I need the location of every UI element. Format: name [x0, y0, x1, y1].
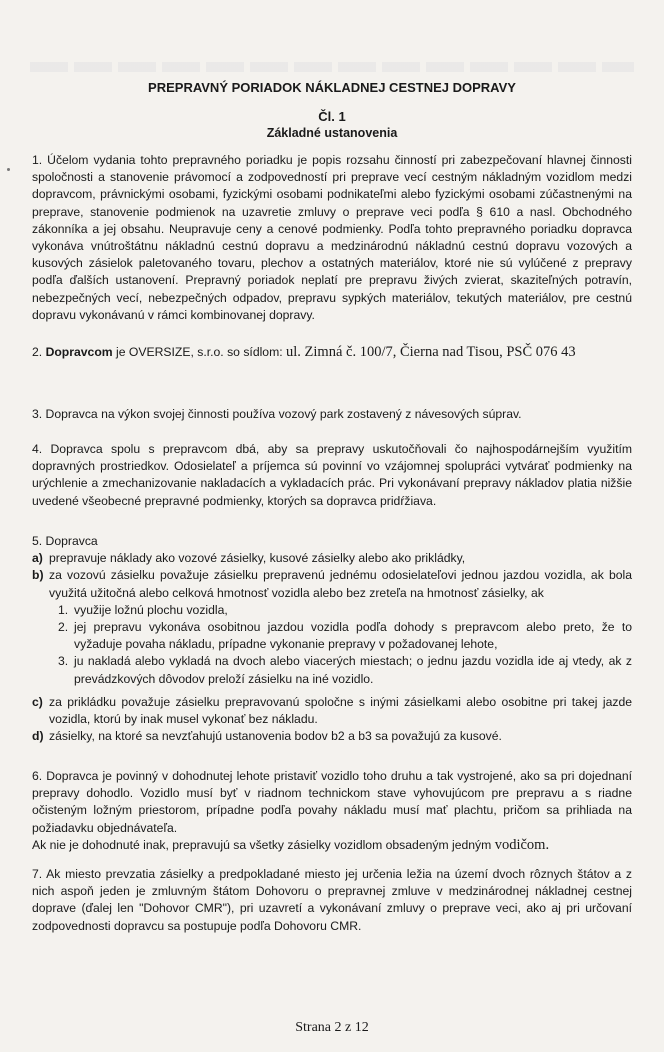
p2-dopravcom: Dopravcom — [45, 345, 113, 359]
document-title: PREPRAVNÝ PORIADOK NÁKLADNEJ CESTNEJ DOPRAVY — [148, 80, 516, 95]
p5-b1-number: 1. — [58, 602, 69, 617]
paragraph-7: 7. Ak miesto prevzatia zásielky a predpokladané miesto jej určenia ležia na území dvoch rôznych štátov a z nich aspoň jeden je zmluvným štátom Dohovoru o prepravnej zmluve v medzinárodnej nákladnej cestnej doprave (ďalej len "Dohovor CMR"), pri uzavretí a vykonávaní zmluvy o preprave veci, ako aj pri určovaní zodpovednosti dopravcu sa postupuje podľa Dohovoru CMR. — [32, 867, 632, 933]
paragraph-2 — [32, 344, 632, 361]
p6-last-text: Ak nie je dohodnuté inak, prepravujú sa všetky zásielky vozidlom obsadeným jedným — [32, 837, 495, 852]
article-title: Základné ustanovenia — [266, 126, 398, 140]
bleed-through — [30, 62, 634, 72]
page-footer: Strana 2 z 12 — [295, 1020, 369, 1035]
p5-item-a — [32, 550, 632, 567]
p6-last-line — [32, 837, 632, 854]
p5-item-b — [32, 567, 632, 601]
article-number: Čl. 1 — [318, 109, 346, 124]
p5-b2-text: jej prepravu vykonáva osobitnou jazdou vozidla podľa dohody s prepravcom alebo preto, že to vyžaduje povaha nákladu, prípadne vykonanie prepravy v požadovanej lehote, — [74, 620, 632, 652]
p5-a-text: prepravuje náklady ako vozové zásielky, kusové zásielky alebo ako prikládky, — [49, 551, 466, 566]
p2-number: 2. — [32, 345, 46, 359]
p5-b1-text: využije ložnú plochu vozidla, — [74, 602, 228, 617]
paragraph-3: 3. Dopravca na výkon svojej činnosti používa vozový park zostavený z návesových súprav. — [32, 407, 522, 421]
p2-address: ul. Zimná č. 100/7, Čierna nad Tisou, PSČ 076 43 — [286, 344, 576, 360]
paragraph-4: 4. Dopravca spolu s prepravcom dbá, aby sa prepravy uskutočňovali čo najhospodárnejším využitím dopravných prostriedkov. Odosielateľ a príjemca sú povinní vo vzájomnej spolupráci vytvárať podmienky na urýchlenie a zmechanizovanie nakladacích a vykladacích prác. Pri vykonávaní prepravy nákladov platia nižšie uvedené všeobecné prepravné podmienky, ktorých sa dopravca pridŕžiava. — [32, 442, 632, 508]
p5-b-label: b) — [32, 568, 44, 583]
p5-b3-number: 3. — [58, 654, 69, 669]
p5-b-sub-1 — [58, 602, 632, 619]
p5-item-c — [32, 694, 632, 728]
p5-d-text: zásielky, na ktoré sa nevzťahujú ustanovenia bodov b2 a b3 sa považujú za kusové. — [49, 729, 502, 744]
p6-vodicom: vodičom. — [494, 836, 550, 853]
p5-item-d — [32, 728, 632, 745]
p5-c-text: za prikládku považuje zásielku prepravovanú spoločne s inými zásielkami alebo osobitne pri takej jazde vozidla, ktorú by inak musel vykonať bez nákladu. — [49, 694, 632, 727]
p5-b-sub-3 — [58, 653, 632, 687]
p5-b3-text: ju nakladá alebo vykladá na dvoch alebo viacerých miestach; o jednu jazdu vozidla ide aj vtedy, ak z prevádzkových dôvodov preloží zásielku na iné vozidlo. — [74, 654, 632, 686]
p5-a-label: a) — [32, 551, 43, 566]
p5-c-label: c) — [32, 694, 43, 709]
p5-d-label: d) — [32, 729, 44, 744]
p2-text: je OVERSIZE, s.r.o. so sídlom: — [112, 345, 287, 359]
p6-text: 6. Dopravca je povinný v dohodnutej lehote pristaviť vozidlo toho druhu a tak vystrojené, ako sa pri dojednaní prepravy dohodlo. Vozidlo musí byť v riadnom technickom stave vyhovujúcom pre prepravu a s riadne očisteným ložným priestorom, prípadne podľa povahy nákladu musí mať plachtu, pričom sa prihliada na požiadavku objednávateľa. — [32, 769, 632, 835]
paragraph-6 — [32, 768, 632, 854]
p5-intro: 5. Dopravca — [32, 534, 98, 548]
paragraph-5 — [32, 533, 632, 745]
p5-b-text: za vozovú zásielku považuje zásielku prepravenú jednému odosielateľovi jednou jazdou vozidla, ak bola využitá užitočná alebo celková hmotnosť vozidla alebo bez zreteľa na hmotnosť zásielky, ak — [49, 568, 632, 600]
p5-b-sub-2 — [58, 619, 632, 653]
scan-speck — [7, 168, 10, 171]
paragraph-1: 1. Účelom vydania tohto prepravného poriadku je popis rozsahu činností pri zabezpečovaní hlavnej činnosti spoločnosti a stanovenie právomocí a zodpovedností pri preprave vecí cestným nákladným vozidlom medzi dopravcom, právnickými osobami, fyzickými osobami podnikateľmi alebo fyzickými osobami zúčastnenými na preprave, stanovenie podmienok na uzavretie zmluvy o preprave veci podľa § 610 a nasl. Obchodného zákonníka a jej obsahu. Neupravuje ceny a cenové podmienky. Podľa tohto prepravného poriadku dopravca vykonáva vnútroštátnu nákladnú cestnú dopravu a medzinárodnú nákladnú cestnú dopravu vozových a kusových zásielok paletovaného tovaru, plechov a ostatných materiálov, ktoré nie sú vylúčené z prepravy podľa ďalších ustanovení. Prepravný poriadok neplatí pre prepravu živých zvierat, skaziteľných potravín, nebezpečných vecí, nebezpečných odpadov, prepravu sypkých materiálov, tekutých materiálov, pre cestnú dopravu vykonávanú v rámci kombinovanej dopravy. — [32, 153, 632, 322]
p5-b2-number: 2. — [58, 620, 69, 635]
